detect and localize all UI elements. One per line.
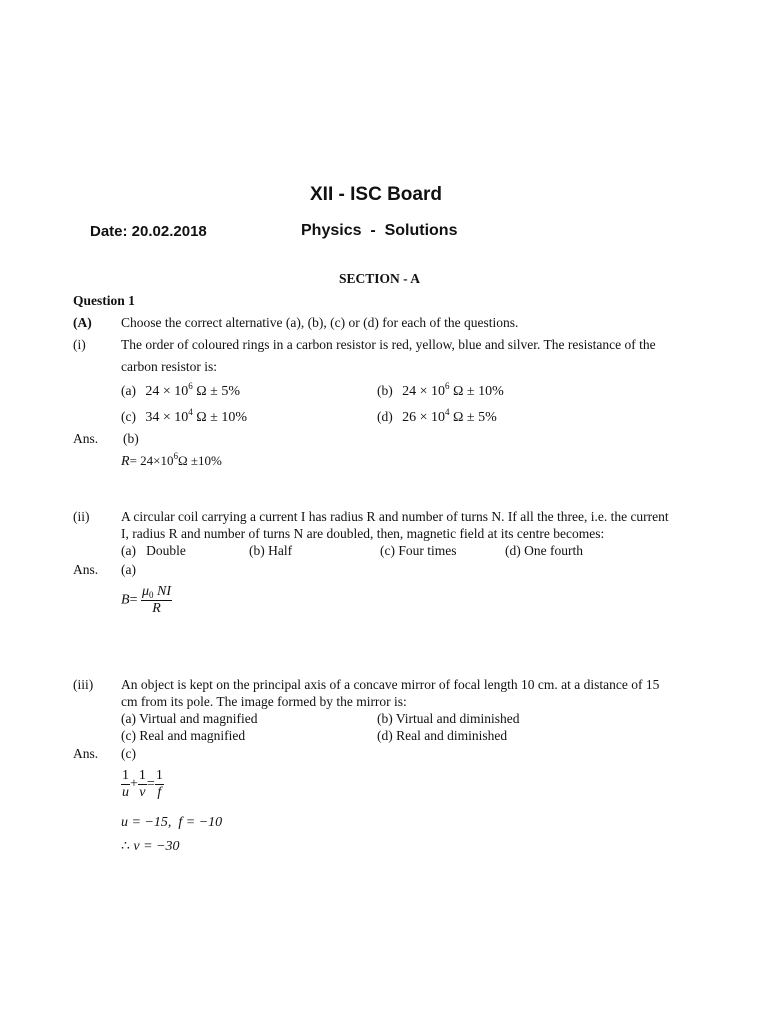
q1-text-line2: carbon resistor is: (121, 359, 217, 374)
q2-text-line2: I, radius R and number of turns N are doubled, then, magnetic field at its centre becomes: (121, 526, 605, 541)
q3-fraction-u: $\frac{1}{u}$ (122, 768, 129, 800)
q3-option-a: (a) Virtual and magnified (121, 711, 258, 726)
subject-title: Physics - Solutions (301, 222, 458, 239)
q1-ans-label: Ans. (73, 431, 99, 446)
q1-option-b (377, 382, 504, 400)
q2-option-a: (a) Double (121, 543, 186, 558)
q1-option-c (121, 408, 247, 426)
q3-fraction-f: $\frac{1}{f}$ (155, 768, 163, 800)
q3-option-b: (b) Virtual and diminished (377, 711, 520, 726)
q3-working-values: u = −15, f = −10 (121, 815, 223, 830)
q2-option-b: (b) Half (249, 543, 293, 558)
q3-option-c: (c) Real and magnified (121, 728, 246, 743)
q3-option-d: (d) Real and diminished (377, 728, 508, 743)
q2-ans-value: (a) (121, 562, 136, 577)
q1-text-line1: The order of coloured rings in a carbon resistor is red, yellow, blue and silver. The resistance of the (121, 337, 656, 352)
q1-option-a-label: (a) (121, 383, 136, 398)
q1-option-d-value: $26 \times 10^4$ Ω ± 5% (402, 407, 497, 425)
q1-ans-value: (b) (123, 431, 139, 446)
section-title: SECTION - A (339, 271, 421, 286)
q2-text-line1: A circular coil carrying a current I has radius R and number of turns N. If all the three, i.e. the current (121, 509, 669, 524)
exam-date: Date: 20.02.2018 (90, 223, 207, 240)
q2-ans-label: Ans. (73, 562, 99, 577)
q1-label: (i) (73, 337, 86, 352)
q1-option-a (121, 382, 240, 400)
q1-option-c-value: $34 \times 10^4$ Ω ± 10% (145, 407, 248, 425)
part-a-instruction: Choose the correct alternative (a), (b), (c) or (d) for each of the questions. (121, 315, 519, 330)
q3-text-line2: cm from its pole. The image formed by the mirror is: (121, 694, 407, 709)
q2-working: B= $\frac{\mu_0 NI}{R}$ (121, 584, 171, 616)
board-title: XII - ISC Board (310, 184, 442, 205)
q2-fraction: $\frac{\mu_0 NI}{R}$ (141, 584, 171, 616)
q1-option-d (377, 408, 497, 426)
q3-ans-value: (c) (121, 746, 136, 761)
q3-fraction-v: $\frac{1}{v}$ (138, 768, 146, 800)
q2-label: (ii) (73, 509, 90, 524)
q1-option-c-label: (c) (121, 409, 136, 424)
q1-working: $R= 24\times 10^6\Omega \pm 10\%$ (121, 451, 222, 469)
q3-working-equation: $\frac{1}{u}$ + $\frac{1}{v}$ = $\frac{1}{f}$ (122, 768, 163, 800)
q3-working-result: ∴ v = −30 (121, 839, 180, 854)
q2-option-d: (d) One fourth (505, 543, 583, 558)
q3-text-line1: An object is kept on the principal axis of a concave mirror of focal length 10 cm. at a distance of 15 (121, 677, 660, 692)
q1-option-a-value: $24 \times 10^6$ Ω ± 5% (145, 381, 241, 399)
q3-label: (iii) (73, 677, 94, 692)
q2-option-c: (c) Four times (380, 543, 457, 558)
therefore-symbol: ∴ (121, 839, 130, 854)
q1-option-b-label: (b) (377, 383, 393, 398)
q3-ans-label: Ans. (73, 746, 99, 761)
question-title: Question 1 (73, 293, 135, 308)
part-a-label: (A) (73, 315, 92, 330)
q1-option-b-value: $24 \times 10^6$ Ω ± 10% (402, 381, 504, 399)
q1-option-d-label: (d) (377, 409, 393, 424)
